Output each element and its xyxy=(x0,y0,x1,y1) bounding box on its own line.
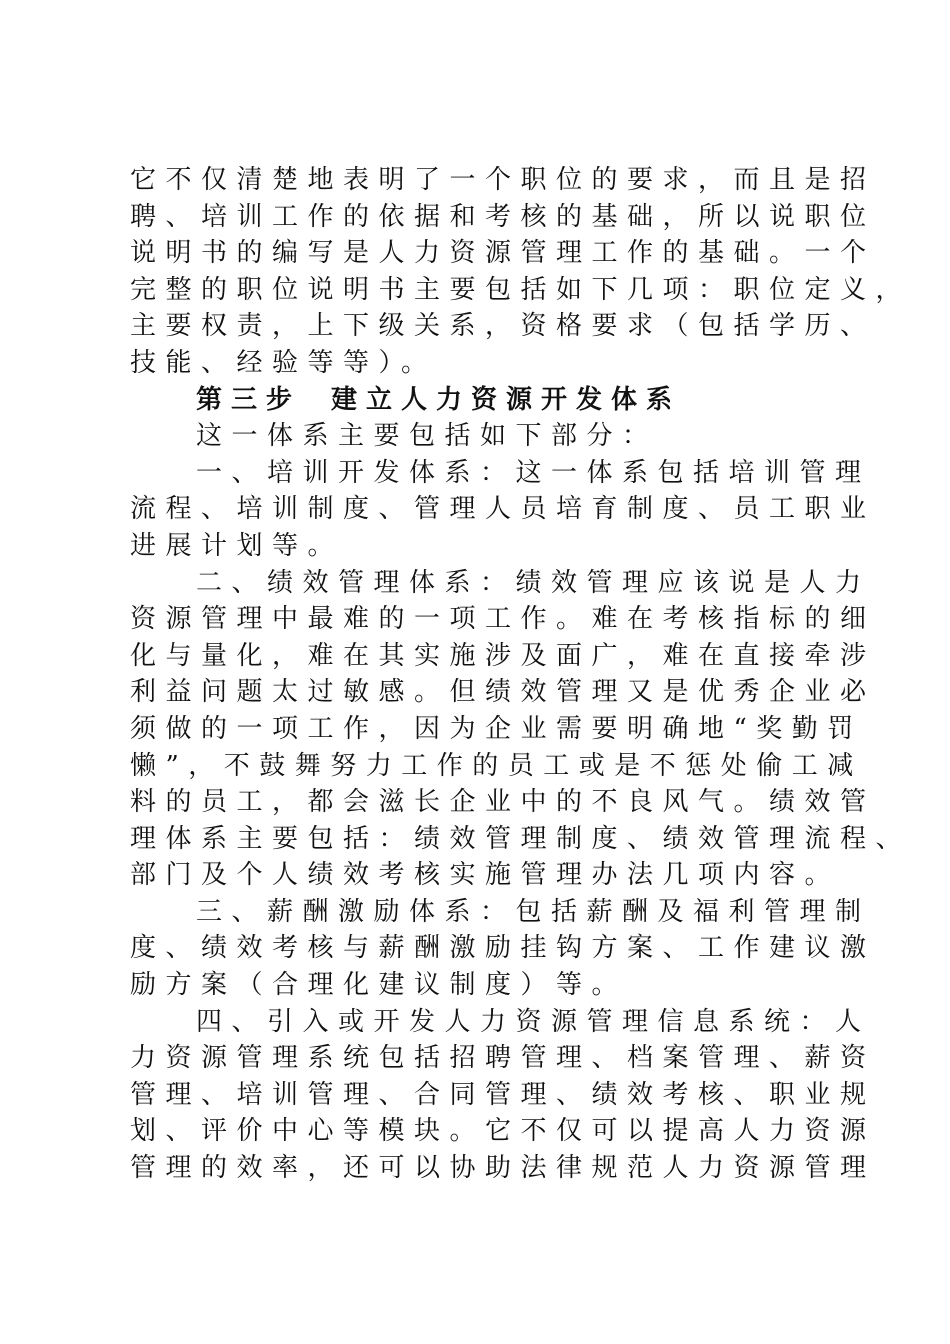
text-line: 理体系主要包括：绩效管理制度、绩效管理流程、 xyxy=(130,823,912,854)
body-text xyxy=(130,162,912,1187)
text-line: 部门及个人绩效考核实施管理办法几项内容。 xyxy=(130,860,841,891)
text-line: 划、评价中心等模块。它不仅可以提高人力资源 xyxy=(130,1116,876,1147)
heading-step: 第三步 xyxy=(196,384,302,415)
text-line: 进展计划等。 xyxy=(130,530,344,561)
text-line: 管理、培训管理、合同管理、绩效考核、职业规 xyxy=(130,1079,876,1110)
text-line: 这一体系主要包括如下部分： xyxy=(196,421,658,452)
text-line: 励方案（合理化建议制度）等。 xyxy=(130,970,628,1001)
text-line: 四、引入或开发人力资源管理信息系统：人 xyxy=(196,1006,871,1037)
text-line: 它不仅清楚地表明了一个职位的要求，而且是招 xyxy=(130,165,876,195)
text-line: 资源管理中最难的一项工作。难在考核指标的细 xyxy=(130,604,876,635)
text-line: 聘、培训工作的依据和考核的基础，所以说职位 xyxy=(130,201,876,232)
text-line: 说明书的编写是人力资源管理工作的基础。一个 xyxy=(130,238,876,269)
section-heading xyxy=(130,382,830,419)
text-line: 技能、经验等等）。 xyxy=(130,347,437,378)
text-line: 流程、培训制度、管理人员培育制度、员工职业 xyxy=(130,494,876,525)
text-line: 料的员工，都会滋长企业中的不良风气。绩效管 xyxy=(130,787,876,818)
text-line: 主要权责，上下级关系，资格要求（包括学历、 xyxy=(130,311,876,342)
text-line: 度、绩效考核与薪酬激励挂钩方案、工作建议激 xyxy=(130,933,876,964)
text-line: 管理的效率，还可以协助法律规范人力资源管理 xyxy=(130,1153,876,1184)
text-line: 化与量化，难在其实施涉及面广，难在直接牵涉 xyxy=(130,640,876,671)
heading-title: 建立人力资源开发体系 xyxy=(331,384,682,415)
text-line: 一、培训开发体系：这一体系包括培训管理 xyxy=(196,457,871,488)
text-line: 二、绩效管理体系：绩效管理应该说是人力 xyxy=(196,567,871,598)
text-line: 利益问题太过敏感。但绩效管理又是优秀企业必 xyxy=(130,677,876,708)
text-line: 须做的一项工作，因为企业需要明确地“奖勤罚 xyxy=(130,713,863,744)
text-line: 懒”，不鼓舞努力工作的员工或是不惩处偷工减 xyxy=(130,750,863,781)
text-line: 力资源管理系统包括招聘管理、档案管理、薪资 xyxy=(130,1043,876,1074)
text-line: 三、薪酬激励体系：包括薪酬及福利管理制 xyxy=(196,896,871,927)
text-line: 完整的职位说明书主要包括如下几项：职位定义， xyxy=(130,274,912,305)
